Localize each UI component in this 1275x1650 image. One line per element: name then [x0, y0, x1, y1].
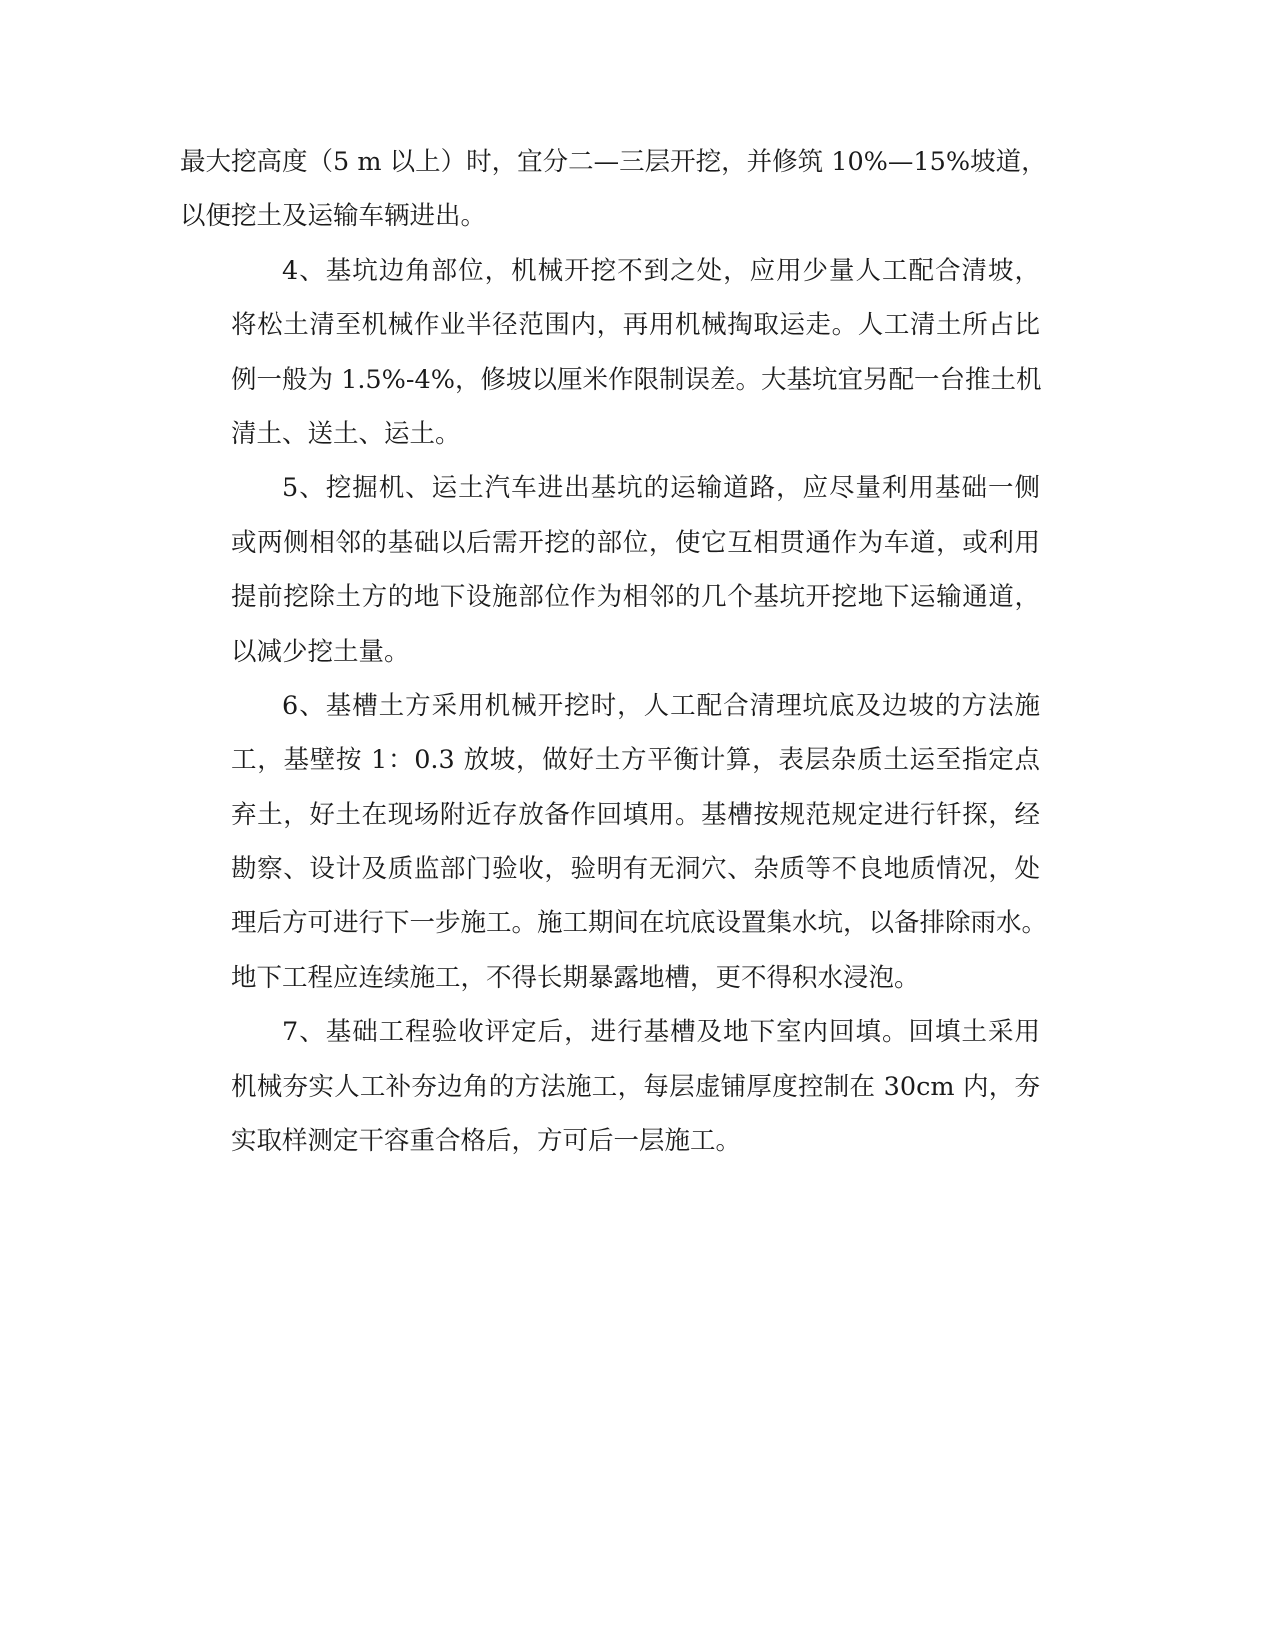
text-line: 清土、送土、运土。: [231, 418, 461, 449]
text-line: 以减少挖土量。: [231, 636, 410, 667]
text-line: 理后方可进行下一步施工。施工期间在坑底设置集水坑，以备排除雨水。: [231, 908, 1048, 939]
paragraph-continuation: [180, 135, 1047, 244]
paragraph-item-7: [180, 1005, 1040, 1168]
text-line: 或两侧相邻的基础以后需开挖的部位，使它互相贯通作为车道，或利用: [231, 527, 1040, 558]
text-line: 弃土，好土在现场附近存放备作回填用。基槽按规范规定进行钎探，经: [231, 799, 1040, 830]
document-body: [180, 135, 1048, 1168]
paragraph-item-5: [180, 461, 1040, 679]
text-line: 提前挖除土方的地下设施部位作为相邻的几个基坑开挖地下运输通道，: [231, 582, 1040, 613]
text-line: 4、基坑边角部位，机械开挖不到之处，应用少量人工配合清坡，: [282, 255, 1040, 286]
text-line: 以便挖土及运输车辆进出。: [180, 201, 487, 232]
text-line: 例一般为 1.5%-4%，修坡以厘米作限制误差。大基坑宜另配一台推土机: [231, 364, 1042, 395]
text-line: 机械夯实人工补夯边角的方法施工，每层虚铺厚度控制在 30cm 内，夯: [231, 1071, 1040, 1102]
text-line: 地下工程应连续施工，不得长期暴露地槽，更不得积水浸泡。: [231, 962, 920, 993]
text-line: 将松土清至机械作业半径范围内，再用机械掏取运走。人工清土所占比: [231, 310, 1040, 341]
text-line: 实取样测定干容重合格后，方可后一层施工。: [231, 1126, 742, 1157]
paragraph-item-4: [180, 244, 1040, 462]
text-line: 勘察、设计及质监部门验收，验明有无洞穴、杂质等不良地质情况，处: [231, 854, 1040, 885]
text-line: 最大挖高度（5 m 以上）时，宜分二—三层开挖，并修筑 10%—15%坡道，: [180, 147, 1047, 177]
text-line: 5、挖掘机、运土汽车进出基坑的运输道路，应尽量利用基础一侧: [282, 473, 1040, 504]
text-line: 工，基壁按 1：0.3 放坡，做好土方平衡计算，表层杂质土运至指定点: [231, 745, 1040, 776]
text-line: 6、基槽土方采用机械开挖时，人工配合清理坑底及边坡的方法施: [282, 690, 1040, 721]
text-line: 7、基础工程验收评定后，进行基槽及地下室内回填。回填土采用: [282, 1017, 1040, 1048]
paragraph-item-6: [180, 679, 1048, 1005]
